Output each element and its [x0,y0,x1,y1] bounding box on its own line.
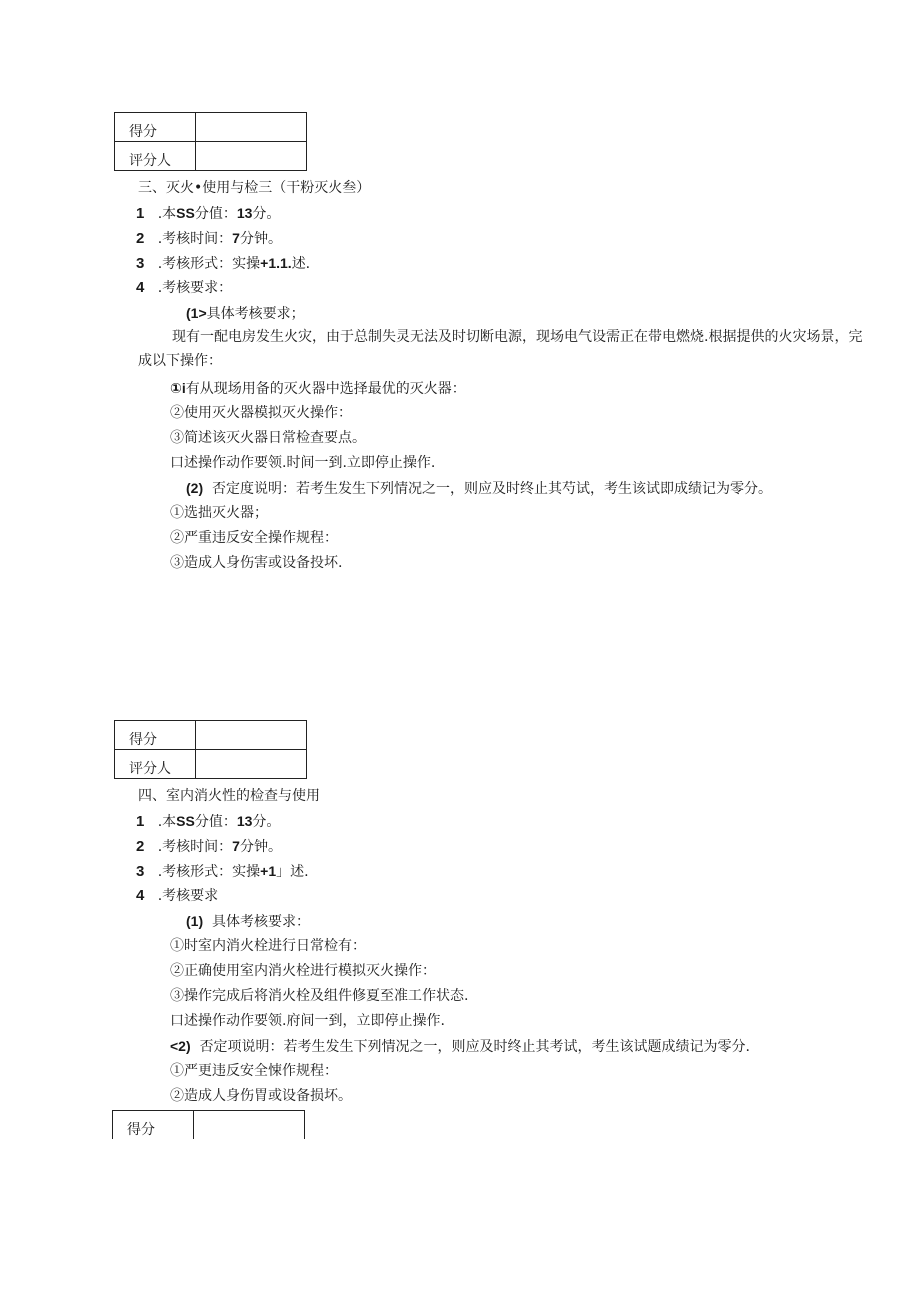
grader-cell [196,750,307,779]
s4-step-2: ②正确使用室内消火栓进行模拟灭火操作： [170,963,436,979]
s3-sub1: (1>具体考核要求； [186,305,305,322]
s3-item-4: 4 .考核要求： [136,279,233,296]
section-4-title: 四、室内消火性的检查与使用 [138,788,320,804]
s4-sub1: (1) 具体考核要求： [186,913,311,930]
s4-step-3: ③操作完成后将消火栓及组件修夏至准工作状态. [170,988,469,1004]
score-cell [196,113,307,142]
s3-item-2: 2 .考核时间：7分钟。 [136,230,282,247]
s4-item-2: 2 .考核时间：7分钟。 [136,838,282,855]
s3-scenario-paragraph: 现有一配电房发生火灾，由于总制失灵无法及时切断电源，现场电气设需正在带电燃烧.根据提供的火灾场景，完成以下操作： [138,329,863,369]
s3-neg-3: ③造成人身伤害或设备投坏. [170,555,343,571]
s4-sub2: <2) 否定项说明：若考生发生下列情况之一，则应及时终止其考试，考生该试题成绩记为零分. [170,1038,750,1055]
grader-label: 评分人 [115,750,196,779]
score-label: 得分 [115,113,196,142]
s3-note: 口述操作动作要领.时间一到.立即停止操作. [170,455,436,471]
s3-step-2: ②使用灭火器模拟灭火操作： [170,405,352,421]
score-table-2 [114,720,307,779]
s4-neg-2: ②造成人身伤胃或设备损坏。 [170,1088,352,1104]
score-cell [196,721,307,750]
s4-step-1: ①时室内消火栓进行日常检有： [170,938,366,954]
s3-step-1: ①i有从现场用备的灭火器中选择最优的灭火器： [170,380,466,397]
s3-item-3: 3 .考核形式：实操+1.1.述. [136,255,311,272]
score-cell [194,1111,305,1140]
s3-neg-1: ①选拙灭火器； [170,505,268,521]
s3-step-3: ③简述该灭火器日常检查要点。 [170,430,366,446]
s4-neg-1: ①严更违反安全悚作规程： [170,1063,338,1079]
score-table-1 [114,112,307,171]
score-table-3 [112,1110,305,1139]
grader-label: 评分人 [115,142,196,171]
grader-cell [196,142,307,171]
s4-note: 口述操作动作要领.府间一到，立即停止操作. [170,1013,445,1029]
s3-item-1: 1 .本SS分值：13分。 [136,205,281,222]
s4-item-3: 3 .考核形式：实操+1」述. [136,863,309,880]
s4-item-4: 4 .考核要求 [136,887,219,904]
s4-item-1: 1 .本SS分值：13分。 [136,813,281,830]
score-label: 得分 [115,721,196,750]
section-3-title: 三、灭火•使用与检三（干粉灭火叁） [138,180,371,196]
score-label: 得分 [113,1111,194,1140]
s3-sub2: (2) 否定度说明：若考生发生下列情况之一，则应及时终止其芍试，考生该试即成绩记为零分。 [186,480,773,497]
s3-neg-2: ②严重违反安全操作规程： [170,530,338,546]
